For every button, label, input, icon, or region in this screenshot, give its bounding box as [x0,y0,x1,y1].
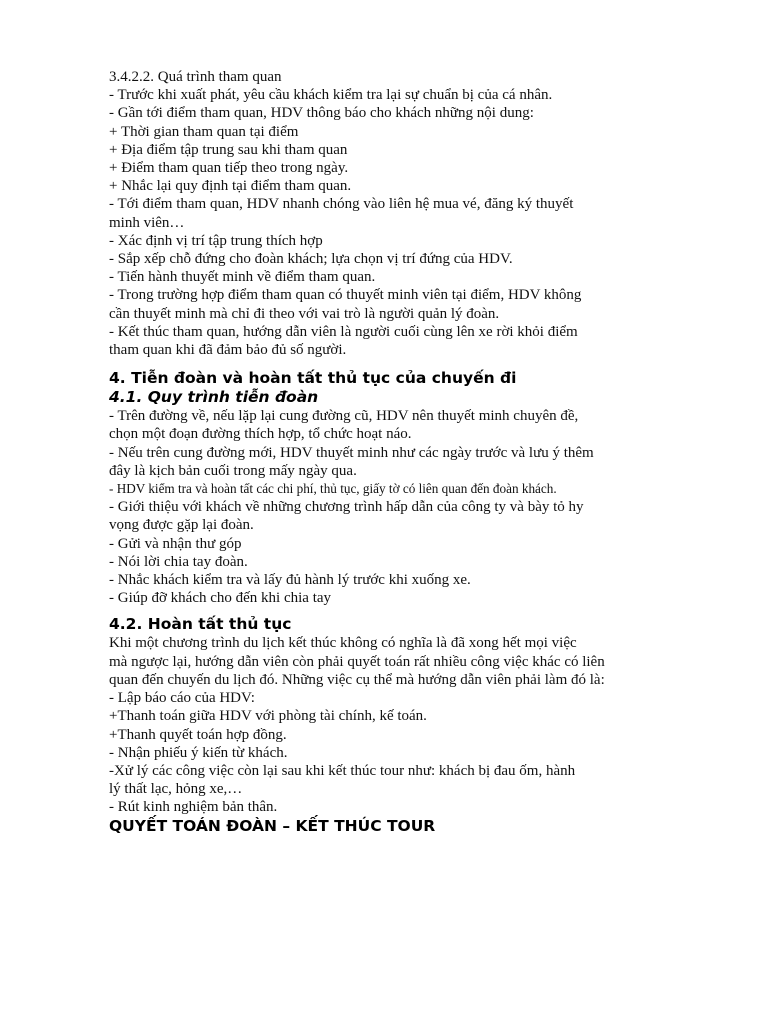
text-line: tham quan khi đã đảm bảo đủ số người. [109,342,347,359]
text-line: - Trên đường về, nếu lặp lại cung đường cũ, HDV nên thuyết minh chuyên đề, [109,408,579,425]
text-line: - Rút kinh nghiệm bản thân. [109,799,278,816]
text-line: vọng được gặp lại đoàn. [109,517,254,534]
text-line: + Thời gian tham quan tại điểm [109,123,299,140]
text-line: Khi một chương trình du lịch kết thúc không có nghĩa là đã xong hết mọi việc [109,635,577,652]
text-line: chọn một đoạn đường thích hợp, tổ chức hoạt náo. [109,426,412,443]
document-page [109,68,669,836]
text-line: - Tiến hành thuyết minh về điểm tham quan. [109,269,376,286]
text-line: - Giúp đỡ khách cho đến khi chia tay [109,590,332,607]
text-line: lý thất lạc, hỏng xe,… [109,781,243,798]
text-line: +Thanh toán giữa HDV với phòng tài chính, kế toán. [109,708,427,725]
text-line: - Trước khi xuất phát, yêu cầu khách kiểm tra lại sự chuẩn bị của cá nhân. [109,87,553,104]
text-line: đây là kịch bản cuối trong mấy ngày qua. [109,462,357,479]
closing-heading: QUYẾT TOÁN ĐOÀN – KẾT THÚC TOUR [109,816,436,835]
section-3-4-2-2 [109,68,669,359]
subsection-heading: 4.1. Quy trình tiễn đoàn [109,388,319,407]
text-line: + Địa điểm tập trung sau khi tham quan [109,141,348,158]
text-line: - Kết thúc tham quan, hướng dẫn viên là người cuối cùng lên xe rời khỏi điểm [109,323,578,340]
text-line: - Giới thiệu với khách về những chương trình hấp dẫn của công ty và bày tỏ hy [109,499,584,516]
text-line: minh viên… [109,214,185,231]
text-line: - Gửi và nhận thư góp [109,535,242,552]
section-heading: 4. Tiễn đoàn và hoàn tất thủ tục của chuyến đi [109,369,517,388]
text-line: +Thanh quyết toán hợp đồng. [109,726,287,743]
text-line: + Điểm tham quan tiếp theo trong ngày. [109,160,349,177]
section-4-2 [109,615,669,835]
text-line: - Nói lời chia tay đoàn. [109,553,248,570]
text-line: - Nhận phiếu ý kiến từ khách. [109,744,288,761]
text-line-small: - HDV kiểm tra và hoàn tất các chi phí, thủ tục, giấy tờ có liên quan đến đoàn khách. [109,481,557,497]
text-line: mà ngược lại, hướng dẫn viên còn phải quyết toán rất nhiều công việc khác có liên [109,653,605,670]
text-line: - Gần tới điểm tham quan, HDV thông báo cho khách những nội dung: [109,105,534,122]
subsection-heading: 4.2. Hoàn tất thủ tục [109,615,292,634]
text-line: -Xử lý các công việc còn lại sau khi kết thúc tour như: khách bị đau ốm, hành [109,762,576,779]
text-line: - Trong trường hợp điểm tham quan có thuyết minh viên tại điểm, HDV không [109,287,582,304]
text-line: - Lập báo cáo của HDV: [109,690,255,707]
text-line: - Sắp xếp chỗ đứng cho đoàn khách; lựa chọn vị trí đứng của HDV. [109,251,513,268]
text-line: - Nhắc khách kiểm tra và lấy đủ hành lý trước khi xuống xe. [109,572,471,589]
text-line: - Xác định vị trí tập trung thích hợp [109,232,323,249]
text-line: + Nhắc lại quy định tại điểm tham quan. [109,178,352,195]
section-4 [109,369,669,607]
text-line: - Nếu trên cung đường mới, HDV thuyết minh như các ngày trước và lưu ý thêm [109,444,594,461]
text-line: 3.4.2.2. Quá trình tham quan [109,69,282,85]
text-line: cần thuyết minh mà chỉ đi theo với vai trò là người quản lý đoàn. [109,305,500,322]
text-line: - Tới điểm tham quan, HDV nhanh chóng vào liên hệ mua vé, đăng ký thuyết [109,196,574,213]
text-line: quan đến chuyến du lịch đó. Những việc cụ thể mà hướng dẫn viên phải làm đó là: [109,671,605,688]
